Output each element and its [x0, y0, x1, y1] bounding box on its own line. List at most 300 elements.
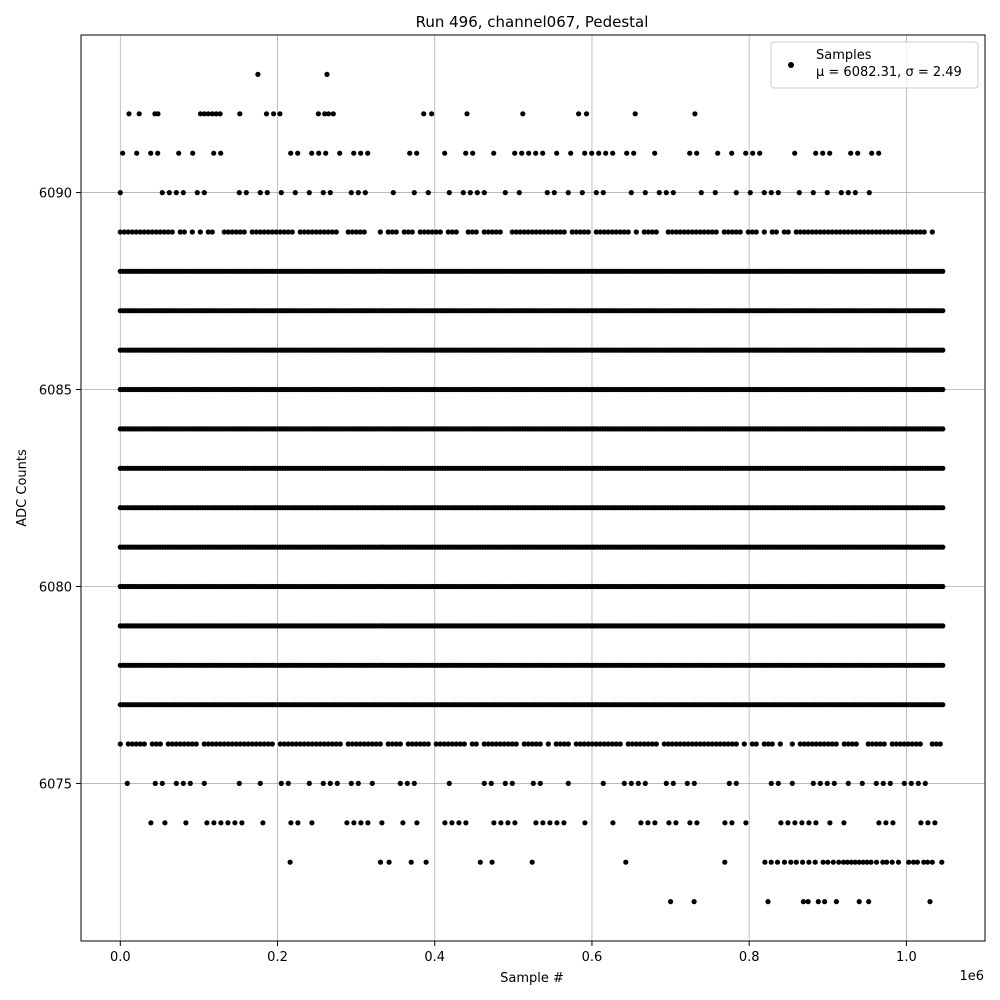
data-point: [694, 151, 699, 156]
data-point: [636, 781, 641, 786]
data-point: [582, 151, 587, 156]
data-point: [866, 899, 871, 904]
data-point: [331, 111, 336, 116]
data-point: [211, 820, 216, 825]
data-point: [194, 741, 199, 746]
data-point: [940, 663, 945, 668]
data-point: [827, 151, 832, 156]
data-point: [218, 111, 223, 116]
data-point: [940, 702, 945, 707]
data-point: [790, 781, 795, 786]
data-point: [902, 781, 907, 786]
data-point: [412, 781, 417, 786]
data-point: [442, 820, 447, 825]
data-point: [884, 860, 889, 865]
data-point: [671, 781, 676, 786]
data-point: [868, 860, 873, 865]
data-point: [462, 741, 467, 746]
data-point: [776, 781, 781, 786]
data-point: [202, 190, 207, 195]
data-point: [846, 190, 851, 195]
data-point: [424, 860, 429, 865]
data-point: [324, 72, 329, 77]
data-point: [788, 860, 793, 865]
data-point: [309, 151, 314, 156]
data-point: [412, 190, 417, 195]
data-point: [190, 229, 195, 234]
data-point: [925, 860, 930, 865]
x-tick-label: 0.4: [424, 950, 446, 965]
data-point: [449, 820, 454, 825]
data-point: [438, 229, 443, 234]
data-point: [869, 151, 874, 156]
data-point: [398, 781, 403, 786]
data-point: [876, 820, 881, 825]
data-point: [623, 860, 628, 865]
data-point: [618, 741, 623, 746]
data-point: [786, 229, 791, 234]
data-point: [421, 111, 426, 116]
data-point: [414, 820, 419, 825]
data-point: [323, 151, 328, 156]
data-point: [326, 111, 331, 116]
data-point: [405, 781, 410, 786]
data-point: [370, 781, 375, 786]
data-point: [279, 190, 284, 195]
data-point: [546, 741, 551, 746]
data-point: [566, 781, 571, 786]
data-point: [265, 190, 270, 195]
data-point: [940, 348, 945, 353]
data-point: [762, 229, 767, 234]
data-point: [155, 151, 160, 156]
data-point: [867, 190, 872, 195]
data-point: [398, 741, 403, 746]
data-point: [629, 781, 634, 786]
data-point: [482, 190, 487, 195]
data-point: [503, 781, 508, 786]
data-point: [489, 781, 494, 786]
data-point: [561, 820, 566, 825]
data-point: [774, 229, 779, 234]
data-point: [801, 899, 806, 904]
data-point: [918, 741, 923, 746]
data-point: [351, 820, 356, 825]
data-point: [722, 820, 727, 825]
data-point: [831, 860, 836, 865]
data-point: [652, 820, 657, 825]
x-tick-label: 0.8: [738, 950, 760, 965]
data-point: [738, 229, 743, 234]
data-point: [750, 151, 755, 156]
data-point: [918, 820, 923, 825]
data-point: [531, 781, 536, 786]
data-point: [729, 820, 734, 825]
data-point: [158, 741, 163, 746]
data-point: [429, 111, 434, 116]
data-point: [554, 151, 559, 156]
data-point: [447, 781, 452, 786]
data-point: [491, 151, 496, 156]
data-point: [190, 151, 195, 156]
data-point: [896, 860, 901, 865]
data-point: [134, 151, 139, 156]
data-point: [260, 820, 265, 825]
data-point: [309, 820, 314, 825]
data-point: [915, 860, 920, 865]
data-point: [176, 151, 181, 156]
data-point: [478, 860, 483, 865]
data-point: [562, 229, 567, 234]
data-point: [181, 781, 186, 786]
data-point: [237, 190, 242, 195]
data-point: [634, 229, 639, 234]
data-point: [510, 781, 515, 786]
data-point: [365, 820, 370, 825]
data-point: [363, 190, 368, 195]
data-point: [940, 308, 945, 313]
data-point: [792, 151, 797, 156]
data-point: [198, 229, 203, 234]
data-point: [601, 781, 606, 786]
data-point: [734, 190, 739, 195]
data-point: [195, 190, 200, 195]
data-point: [713, 190, 718, 195]
data-point: [855, 151, 860, 156]
data-point: [790, 741, 795, 746]
data-point: [174, 781, 179, 786]
data-point: [664, 190, 669, 195]
data-point: [170, 229, 175, 234]
data-point: [456, 820, 461, 825]
data-point: [188, 781, 193, 786]
data-point: [664, 781, 669, 786]
data-point: [394, 229, 399, 234]
data-point: [258, 781, 263, 786]
data-point: [183, 820, 188, 825]
data-point: [668, 899, 673, 904]
chart-title: Run 496, channel067, Pedestal: [415, 13, 649, 31]
data-point: [454, 229, 459, 234]
data-point: [409, 860, 414, 865]
data-point: [162, 820, 167, 825]
data-point: [821, 860, 826, 865]
data-point: [930, 860, 935, 865]
data-point: [307, 781, 312, 786]
data-point: [295, 820, 300, 825]
data-point: [351, 151, 356, 156]
data-point: [742, 741, 747, 746]
data-point: [264, 111, 269, 116]
x-axis-offset-label: 1e6: [959, 969, 984, 984]
data-point: [836, 860, 841, 865]
data-point: [775, 860, 780, 865]
data-point: [762, 190, 767, 195]
data-point: [916, 781, 921, 786]
data-point: [589, 151, 594, 156]
data-point: [118, 190, 123, 195]
data-point: [288, 820, 293, 825]
data-point: [520, 111, 525, 116]
data-point: [225, 820, 230, 825]
data-point: [533, 820, 538, 825]
data-point: [776, 190, 781, 195]
data-point: [545, 190, 550, 195]
data-point: [118, 741, 123, 746]
x-tick-label: 0.2: [267, 950, 288, 965]
data-point: [729, 151, 734, 156]
data-point: [782, 860, 787, 865]
y-tick-label: 6080: [38, 580, 72, 596]
data-point: [643, 190, 648, 195]
data-point: [410, 229, 415, 234]
data-point: [645, 820, 650, 825]
data-point: [748, 190, 753, 195]
data-point: [316, 111, 321, 116]
data-point: [316, 151, 321, 156]
data-point: [846, 781, 851, 786]
data-point: [626, 229, 631, 234]
data-point: [888, 781, 893, 786]
data-point: [890, 820, 895, 825]
data-point: [603, 151, 608, 156]
data-point: [160, 190, 165, 195]
data-point: [365, 151, 370, 156]
data-point: [940, 545, 945, 550]
data-point: [512, 151, 517, 156]
data-point: [813, 860, 818, 865]
data-point: [834, 899, 839, 904]
data-point: [825, 190, 830, 195]
data-point: [288, 860, 293, 865]
data-point: [762, 860, 767, 865]
data-point: [825, 860, 830, 865]
data-point: [307, 190, 312, 195]
data-point: [734, 781, 739, 786]
data-point: [687, 151, 692, 156]
data-point: [514, 741, 519, 746]
data-point: [881, 781, 886, 786]
data-point: [633, 111, 638, 116]
data-point: [818, 781, 823, 786]
data-point: [800, 860, 805, 865]
y-tick-label: 6075: [38, 777, 72, 793]
y-axis-label: ADC Counts: [15, 449, 30, 527]
data-point: [244, 190, 249, 195]
data-point: [155, 111, 160, 116]
data-point: [463, 151, 468, 156]
legend-label: Samples: [816, 48, 872, 63]
data-point: [337, 151, 342, 156]
data-point: [727, 781, 732, 786]
data-point: [940, 505, 945, 510]
data-point: [832, 781, 837, 786]
data-point: [601, 190, 606, 195]
y-tick-label: 6085: [38, 383, 72, 399]
data-point: [533, 151, 538, 156]
data-point: [652, 151, 657, 156]
data-point: [271, 111, 276, 116]
data-point: [673, 820, 678, 825]
data-point: [286, 781, 291, 786]
data-point: [505, 820, 510, 825]
data-point: [160, 781, 165, 786]
data-point: [940, 387, 945, 392]
data-point: [378, 741, 383, 746]
data-point: [654, 741, 659, 746]
data-point: [470, 151, 475, 156]
data-point: [785, 820, 790, 825]
data-point: [883, 820, 888, 825]
data-point: [148, 151, 153, 156]
data-point: [426, 190, 431, 195]
data-point: [358, 151, 363, 156]
data-point: [765, 899, 770, 904]
y-tick-label: 6090: [38, 186, 72, 202]
data-point: [491, 820, 496, 825]
data-point: [769, 190, 774, 195]
data-point: [813, 820, 818, 825]
data-point: [841, 820, 846, 825]
data-point: [218, 151, 223, 156]
data-point: [743, 820, 748, 825]
legend-marker: [788, 62, 794, 68]
data-point: [666, 820, 671, 825]
data-point: [624, 151, 629, 156]
data-point: [498, 820, 503, 825]
data-point: [202, 781, 207, 786]
data-point: [293, 190, 298, 195]
data-point: [321, 781, 326, 786]
data-point: [938, 741, 943, 746]
data-point: [820, 151, 825, 156]
data-point: [792, 820, 797, 825]
data-point: [349, 781, 354, 786]
data-point: [806, 899, 811, 904]
data-point: [754, 741, 759, 746]
data-point: [940, 426, 945, 431]
data-point: [932, 820, 937, 825]
data-point: [447, 190, 452, 195]
data-point: [387, 860, 392, 865]
data-point: [927, 899, 932, 904]
data-point: [940, 584, 945, 589]
data-point: [568, 151, 573, 156]
data-point: [482, 781, 487, 786]
data-point: [940, 623, 945, 628]
legend: [771, 42, 978, 88]
data-point: [769, 781, 774, 786]
data-point: [512, 820, 517, 825]
data-point: [538, 781, 543, 786]
data-point: [490, 860, 495, 865]
data-point: [576, 111, 581, 116]
data-point: [148, 820, 153, 825]
data-point: [610, 151, 615, 156]
data-point: [811, 190, 816, 195]
data-point: [692, 899, 697, 904]
data-point: [463, 820, 468, 825]
data-point: [378, 229, 383, 234]
data-point: [328, 190, 333, 195]
data-point: [566, 741, 571, 746]
data-point: [860, 781, 865, 786]
data-point: [290, 229, 295, 234]
data-point: [722, 860, 727, 865]
data-point: [356, 781, 361, 786]
data-point: [464, 111, 469, 116]
data-point: [874, 781, 879, 786]
data-point: [461, 190, 466, 195]
data-point: [321, 190, 326, 195]
data-point: [218, 820, 223, 825]
data-point: [277, 111, 282, 116]
data-point: [211, 151, 216, 156]
data-point: [685, 781, 690, 786]
data-point: [334, 229, 339, 234]
data-point: [922, 229, 927, 234]
data-point: [474, 741, 479, 746]
data-point: [874, 860, 879, 865]
data-point: [876, 151, 881, 156]
data-point: [794, 860, 799, 865]
data-point: [882, 741, 887, 746]
data-point: [566, 190, 571, 195]
data-point: [654, 229, 659, 234]
x-tick-label: 1.0: [896, 950, 917, 965]
data-point: [295, 151, 300, 156]
data-point: [498, 229, 503, 234]
data-point: [757, 151, 762, 156]
data-point: [338, 741, 343, 746]
data-point: [378, 860, 383, 865]
data-point: [344, 820, 349, 825]
data-point: [239, 820, 244, 825]
data-point: [778, 820, 783, 825]
data-point: [797, 190, 802, 195]
data-point: [530, 860, 535, 865]
data-point: [857, 899, 862, 904]
data-point: [358, 820, 363, 825]
x-tick-label: 0.6: [581, 950, 603, 965]
legend-stats: μ = 6082.31, σ = 2.49: [816, 65, 962, 80]
data-point: [517, 190, 522, 195]
data-point: [692, 781, 697, 786]
data-point: [584, 111, 589, 116]
data-point: [853, 190, 858, 195]
data-point: [182, 229, 187, 234]
data-point: [813, 151, 818, 156]
data-point: [126, 111, 131, 116]
data-point: [939, 860, 944, 865]
data-point: [174, 190, 179, 195]
data-point: [153, 781, 158, 786]
data-point: [769, 860, 774, 865]
data-point: [799, 820, 804, 825]
data-point: [237, 111, 242, 116]
data-point: [270, 741, 275, 746]
data-point: [442, 151, 447, 156]
data-point: [848, 151, 853, 156]
data-point: [279, 781, 284, 786]
data-point: [770, 741, 775, 746]
data-point: [694, 820, 699, 825]
x-axis-label: Sample #: [500, 971, 564, 986]
data-point: [554, 820, 559, 825]
data-point: [940, 466, 945, 471]
data-point: [714, 229, 719, 234]
data-point: [167, 190, 172, 195]
